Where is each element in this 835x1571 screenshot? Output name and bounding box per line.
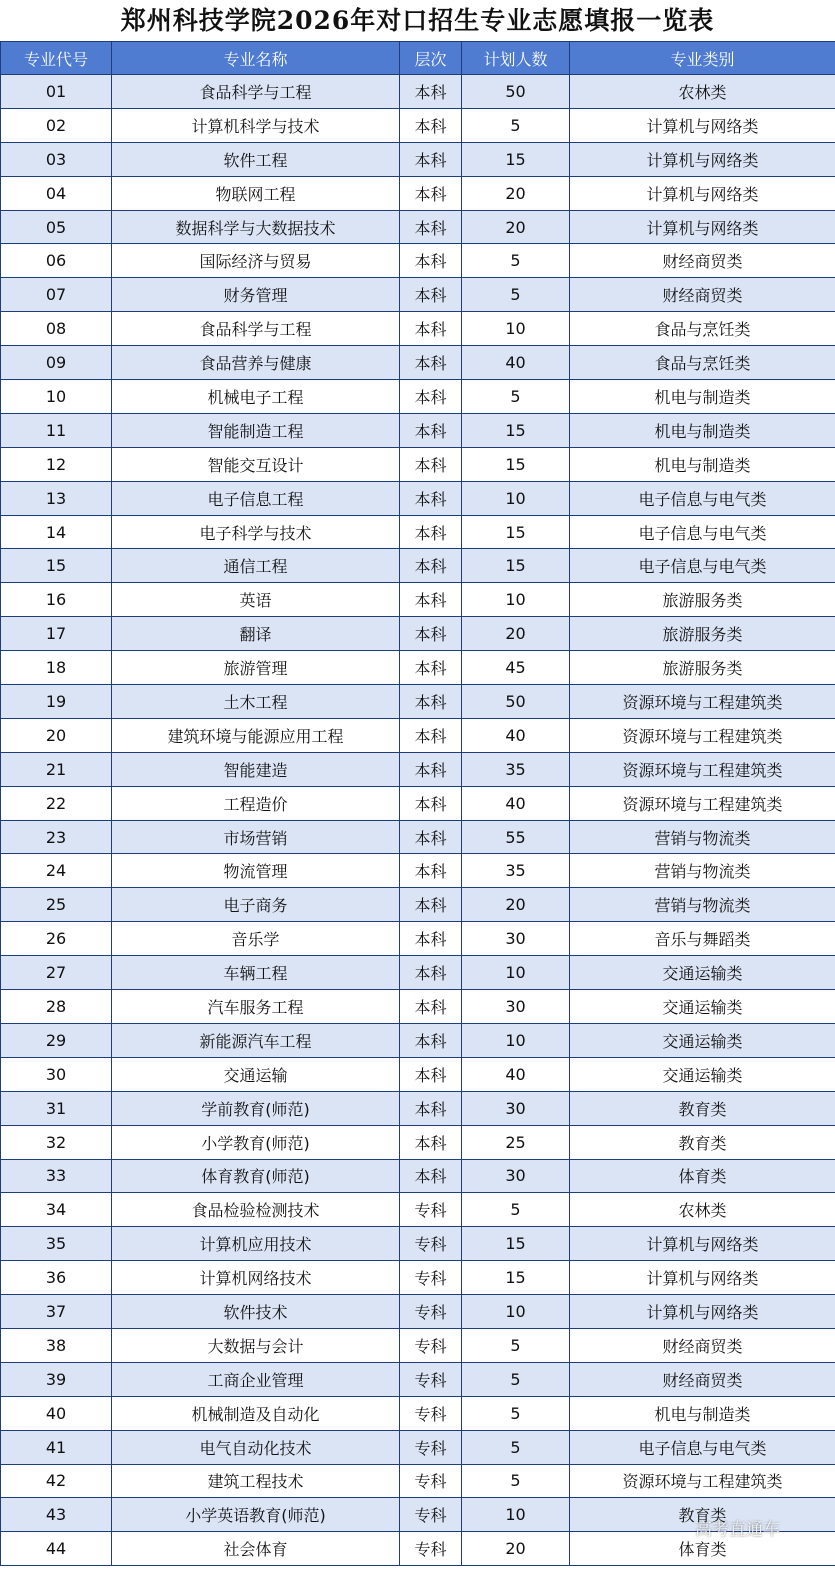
cell-category: 计算机与网络类: [570, 176, 835, 210]
cell-category: 音乐与舞蹈类: [570, 922, 835, 956]
cell-code: 19: [1, 685, 112, 719]
table-row: [1, 312, 835, 346]
cell-plan-count: 20: [462, 210, 570, 244]
cell-code: 13: [1, 481, 112, 515]
cell-name: 学前教育(师范): [112, 1091, 400, 1125]
table-row: [1, 718, 835, 752]
cell-category: 教育类: [570, 1498, 835, 1532]
cell-code: 04: [1, 176, 112, 210]
cell-plan-count: 5: [462, 1193, 570, 1227]
watermark: 高考直通车: [695, 1520, 780, 1540]
cell-level: 本科: [400, 210, 462, 244]
cell-plan-count: 35: [462, 854, 570, 888]
cell-plan-count: 15: [462, 515, 570, 549]
cell-name: 建筑工程技术: [112, 1464, 400, 1498]
cell-name: 市场营销: [112, 820, 400, 854]
cell-category: 旅游服务类: [570, 651, 835, 685]
cell-plan-count: 40: [462, 786, 570, 820]
cell-level: 专科: [400, 1498, 462, 1532]
cell-plan-count: 10: [462, 1498, 570, 1532]
cell-code: 11: [1, 413, 112, 447]
cell-level: 本科: [400, 752, 462, 786]
cell-code: 15: [1, 549, 112, 583]
table-row: [1, 1328, 835, 1362]
cell-level: 本科: [400, 922, 462, 956]
table-row: [1, 1295, 835, 1329]
cell-code: 23: [1, 820, 112, 854]
cell-level: 专科: [400, 1396, 462, 1430]
cell-plan-count: 10: [462, 481, 570, 515]
table-row: [1, 1023, 835, 1057]
cell-code: 17: [1, 617, 112, 651]
cell-name: 通信工程: [112, 549, 400, 583]
page-title: 郑州科技学院2026年对口招生专业志愿填报一览表: [120, 6, 715, 35]
cell-level: 本科: [400, 1023, 462, 1057]
cell-name: 小学英语教育(师范): [112, 1498, 400, 1532]
cell-category: 资源环境与工程建筑类: [570, 752, 835, 786]
cell-category: 营销与物流类: [570, 820, 835, 854]
cell-level: 本科: [400, 380, 462, 414]
cell-code: 37: [1, 1295, 112, 1329]
cell-name: 数据科学与大数据技术: [112, 210, 400, 244]
cell-name: 电子信息工程: [112, 481, 400, 515]
cell-level: 本科: [400, 75, 462, 109]
cell-name: 交通运输: [112, 1057, 400, 1091]
cell-category: 体育类: [570, 1159, 835, 1193]
cell-plan-count: 15: [462, 1261, 570, 1295]
cell-plan-count: 20: [462, 888, 570, 922]
table-row: [1, 515, 835, 549]
cell-category: 计算机与网络类: [570, 108, 835, 142]
cell-code: 02: [1, 108, 112, 142]
cell-category: 计算机与网络类: [570, 1227, 835, 1261]
cell-level: 本科: [400, 312, 462, 346]
cell-level: 本科: [400, 1125, 462, 1159]
cell-code: 09: [1, 346, 112, 380]
cell-level: 专科: [400, 1430, 462, 1464]
cell-name: 国际经济与贸易: [112, 244, 400, 278]
cell-plan-count: 10: [462, 1023, 570, 1057]
cell-category: 电子信息与电气类: [570, 1430, 835, 1464]
cell-code: 03: [1, 142, 112, 176]
cell-name: 物流管理: [112, 854, 400, 888]
table-row: [1, 854, 835, 888]
table-row: [1, 413, 835, 447]
cell-plan-count: 20: [462, 617, 570, 651]
table-row: [1, 447, 835, 481]
cell-name: 英语: [112, 583, 400, 617]
cell-name: 翻译: [112, 617, 400, 651]
cell-plan-count: 10: [462, 583, 570, 617]
cell-level: 专科: [400, 1362, 462, 1396]
cell-name: 软件工程: [112, 142, 400, 176]
header-code: 专业代号: [1, 42, 112, 75]
cell-name: 车辆工程: [112, 956, 400, 990]
cell-code: 21: [1, 752, 112, 786]
cell-level: 本科: [400, 786, 462, 820]
cell-category: 交通运输类: [570, 990, 835, 1024]
table-header: [1, 42, 835, 75]
cell-level: 本科: [400, 108, 462, 142]
cell-plan-count: 10: [462, 312, 570, 346]
cell-plan-count: 55: [462, 820, 570, 854]
cell-plan-count: 5: [462, 244, 570, 278]
cell-code: 27: [1, 956, 112, 990]
cell-code: 36: [1, 1261, 112, 1295]
cell-name: 新能源汽车工程: [112, 1023, 400, 1057]
cell-level: 专科: [400, 1328, 462, 1362]
cell-level: 本科: [400, 481, 462, 515]
cell-code: 20: [1, 718, 112, 752]
table-row: [1, 583, 835, 617]
table-row: [1, 380, 835, 414]
table-row: [1, 1159, 835, 1193]
table-row: [1, 956, 835, 990]
cell-category: 交通运输类: [570, 1057, 835, 1091]
cell-level: 专科: [400, 1295, 462, 1329]
cell-plan-count: 35: [462, 752, 570, 786]
table-row: [1, 1430, 835, 1464]
cell-level: 本科: [400, 888, 462, 922]
cell-name: 电气自动化技术: [112, 1430, 400, 1464]
cell-plan-count: 5: [462, 278, 570, 312]
cell-name: 电子商务: [112, 888, 400, 922]
cell-name: 食品科学与工程: [112, 75, 400, 109]
cell-name: 食品营养与健康: [112, 346, 400, 380]
table-row: [1, 549, 835, 583]
cell-category: 旅游服务类: [570, 583, 835, 617]
cell-name: 计算机应用技术: [112, 1227, 400, 1261]
cell-code: 43: [1, 1498, 112, 1532]
cell-category: 计算机与网络类: [570, 142, 835, 176]
cell-category: 机电与制造类: [570, 380, 835, 414]
cell-level: 本科: [400, 278, 462, 312]
table-row: [1, 752, 835, 786]
cell-plan-count: 25: [462, 1125, 570, 1159]
cell-plan-count: 5: [462, 1430, 570, 1464]
cell-category: 财经商贸类: [570, 1328, 835, 1362]
cell-level: 专科: [400, 1261, 462, 1295]
cell-code: 25: [1, 888, 112, 922]
cell-plan-count: 10: [462, 1295, 570, 1329]
table-row: [1, 1396, 835, 1430]
table-row: [1, 346, 835, 380]
cell-code: 07: [1, 278, 112, 312]
table-row: [1, 820, 835, 854]
table-body: [1, 75, 835, 1566]
cell-category: 资源环境与工程建筑类: [570, 685, 835, 719]
cell-level: 本科: [400, 549, 462, 583]
cell-name: 小学教育(师范): [112, 1125, 400, 1159]
cell-plan-count: 50: [462, 75, 570, 109]
cell-plan-count: 5: [462, 1328, 570, 1362]
cell-level: 本科: [400, 617, 462, 651]
cell-plan-count: 5: [462, 1464, 570, 1498]
cell-level: 本科: [400, 854, 462, 888]
cell-category: 营销与物流类: [570, 888, 835, 922]
cell-code: 31: [1, 1091, 112, 1125]
cell-category: 交通运输类: [570, 956, 835, 990]
cell-plan-count: 20: [462, 176, 570, 210]
cell-category: 教育类: [570, 1091, 835, 1125]
cell-code: 05: [1, 210, 112, 244]
table-row: [1, 1057, 835, 1091]
cell-code: 22: [1, 786, 112, 820]
cell-code: 16: [1, 583, 112, 617]
cell-code: 10: [1, 380, 112, 414]
cell-name: 智能交互设计: [112, 447, 400, 481]
table-row: [1, 1193, 835, 1227]
cell-category: 食品与烹饪类: [570, 312, 835, 346]
cell-plan-count: 40: [462, 1057, 570, 1091]
cell-plan-count: 5: [462, 108, 570, 142]
cell-category: 财经商贸类: [570, 244, 835, 278]
header-plan-count: 计划人数: [462, 42, 570, 75]
cell-plan-count: 20: [462, 1532, 570, 1566]
cell-category: 计算机与网络类: [570, 1295, 835, 1329]
cell-level: 专科: [400, 1227, 462, 1261]
table-row: [1, 685, 835, 719]
cell-plan-count: 10: [462, 956, 570, 990]
cell-name: 工程造价: [112, 786, 400, 820]
table-row: [1, 481, 835, 515]
cell-category: 财经商贸类: [570, 278, 835, 312]
table-row: [1, 1261, 835, 1295]
cell-code: 41: [1, 1430, 112, 1464]
table-row: [1, 176, 835, 210]
cell-plan-count: 50: [462, 685, 570, 719]
cell-category: 农林类: [570, 1193, 835, 1227]
cell-name: 土木工程: [112, 685, 400, 719]
cell-category: 财经商贸类: [570, 1362, 835, 1396]
table-row: [1, 888, 835, 922]
table-row: [1, 786, 835, 820]
cell-level: 本科: [400, 447, 462, 481]
cell-code: 26: [1, 922, 112, 956]
cell-category: 计算机与网络类: [570, 210, 835, 244]
cell-code: 28: [1, 990, 112, 1024]
cell-name: 机械制造及自动化: [112, 1396, 400, 1430]
cell-name: 建筑环境与能源应用工程: [112, 718, 400, 752]
cell-plan-count: 5: [462, 1362, 570, 1396]
cell-category: 教育类: [570, 1125, 835, 1159]
cell-level: 本科: [400, 820, 462, 854]
cell-level: 本科: [400, 651, 462, 685]
cell-category: 体育类: [570, 1532, 835, 1566]
cell-level: 本科: [400, 718, 462, 752]
cell-level: 本科: [400, 1057, 462, 1091]
cell-plan-count: 15: [462, 447, 570, 481]
cell-category: 交通运输类: [570, 1023, 835, 1057]
cell-plan-count: 40: [462, 718, 570, 752]
cell-code: 34: [1, 1193, 112, 1227]
cell-category: 电子信息与电气类: [570, 515, 835, 549]
cell-level: 本科: [400, 583, 462, 617]
cell-level: 本科: [400, 685, 462, 719]
table-row: [1, 922, 835, 956]
table-row: [1, 75, 835, 109]
cell-plan-count: 30: [462, 990, 570, 1024]
table-row: [1, 210, 835, 244]
cell-code: 39: [1, 1362, 112, 1396]
cell-level: 本科: [400, 956, 462, 990]
header-name: 专业名称: [112, 42, 400, 75]
cell-category: 机电与制造类: [570, 447, 835, 481]
table-row: [1, 1362, 835, 1396]
cell-category: 机电与制造类: [570, 1396, 835, 1430]
cell-code: 24: [1, 854, 112, 888]
cell-name: 工商企业管理: [112, 1362, 400, 1396]
cell-level: 本科: [400, 990, 462, 1024]
header-level: 层次: [400, 42, 462, 75]
table-row: [1, 1464, 835, 1498]
table-row: [1, 651, 835, 685]
cell-category: 电子信息与电气类: [570, 549, 835, 583]
cell-plan-count: 30: [462, 1091, 570, 1125]
cell-plan-count: 15: [462, 413, 570, 447]
cell-name: 机械电子工程: [112, 380, 400, 414]
majors-table: [0, 41, 835, 1566]
cell-plan-count: 45: [462, 651, 570, 685]
cell-code: 33: [1, 1159, 112, 1193]
cell-level: 本科: [400, 346, 462, 380]
cell-code: 35: [1, 1227, 112, 1261]
table-row: [1, 1125, 835, 1159]
cell-name: 食品科学与工程: [112, 312, 400, 346]
cell-category: 资源环境与工程建筑类: [570, 718, 835, 752]
cell-level: 本科: [400, 244, 462, 278]
cell-name: 计算机科学与技术: [112, 108, 400, 142]
cell-plan-count: 15: [462, 142, 570, 176]
cell-code: 01: [1, 75, 112, 109]
cell-category: 营销与物流类: [570, 854, 835, 888]
cell-category: 机电与制造类: [570, 413, 835, 447]
cell-plan-count: 40: [462, 346, 570, 380]
cell-name: 社会体育: [112, 1532, 400, 1566]
table-row: [1, 244, 835, 278]
table-row: [1, 278, 835, 312]
cell-code: 29: [1, 1023, 112, 1057]
cell-category: 计算机与网络类: [570, 1261, 835, 1295]
cell-plan-count: 30: [462, 1159, 570, 1193]
cell-code: 18: [1, 651, 112, 685]
cell-name: 计算机网络技术: [112, 1261, 400, 1295]
cell-name: 音乐学: [112, 922, 400, 956]
cell-level: 本科: [400, 515, 462, 549]
cell-plan-count: 5: [462, 1396, 570, 1430]
table-row: [1, 1091, 835, 1125]
table-row: [1, 990, 835, 1024]
cell-level: 专科: [400, 1193, 462, 1227]
cell-code: 32: [1, 1125, 112, 1159]
cell-code: 44: [1, 1532, 112, 1566]
cell-plan-count: 30: [462, 922, 570, 956]
cell-name: 电子科学与技术: [112, 515, 400, 549]
cell-name: 智能制造工程: [112, 413, 400, 447]
cell-category: 资源环境与工程建筑类: [570, 1464, 835, 1498]
cell-level: 本科: [400, 1159, 462, 1193]
cell-category: 资源环境与工程建筑类: [570, 786, 835, 820]
table-row: [1, 617, 835, 651]
cell-code: 14: [1, 515, 112, 549]
cell-name: 汽车服务工程: [112, 990, 400, 1024]
cell-category: 农林类: [570, 75, 835, 109]
cell-plan-count: 15: [462, 549, 570, 583]
cell-level: 本科: [400, 176, 462, 210]
table-row: [1, 108, 835, 142]
header-row: [1, 42, 835, 75]
cell-name: 智能建造: [112, 752, 400, 786]
cell-category: 食品与烹饪类: [570, 346, 835, 380]
cell-name: 财务管理: [112, 278, 400, 312]
cell-level: 本科: [400, 142, 462, 176]
cell-plan-count: 5: [462, 380, 570, 414]
cell-name: 食品检验检测技术: [112, 1193, 400, 1227]
cell-name: 大数据与会计: [112, 1328, 400, 1362]
header-category: 专业类别: [570, 42, 835, 75]
cell-plan-count: 15: [462, 1227, 570, 1261]
cell-name: 体育教育(师范): [112, 1159, 400, 1193]
cell-name: 软件技术: [112, 1295, 400, 1329]
cell-code: 38: [1, 1328, 112, 1362]
cell-level: 本科: [400, 1091, 462, 1125]
cell-name: 物联网工程: [112, 176, 400, 210]
cell-level: 专科: [400, 1464, 462, 1498]
cell-code: 12: [1, 447, 112, 481]
cell-category: 旅游服务类: [570, 617, 835, 651]
cell-level: 专科: [400, 1532, 462, 1566]
table-row: [1, 1227, 835, 1261]
cell-name: 旅游管理: [112, 651, 400, 685]
cell-code: 42: [1, 1464, 112, 1498]
cell-level: 本科: [400, 413, 462, 447]
table-row: [1, 142, 835, 176]
cell-category: 电子信息与电气类: [570, 481, 835, 515]
cell-code: 08: [1, 312, 112, 346]
cell-code: 30: [1, 1057, 112, 1091]
cell-code: 40: [1, 1396, 112, 1430]
cell-code: 06: [1, 244, 112, 278]
